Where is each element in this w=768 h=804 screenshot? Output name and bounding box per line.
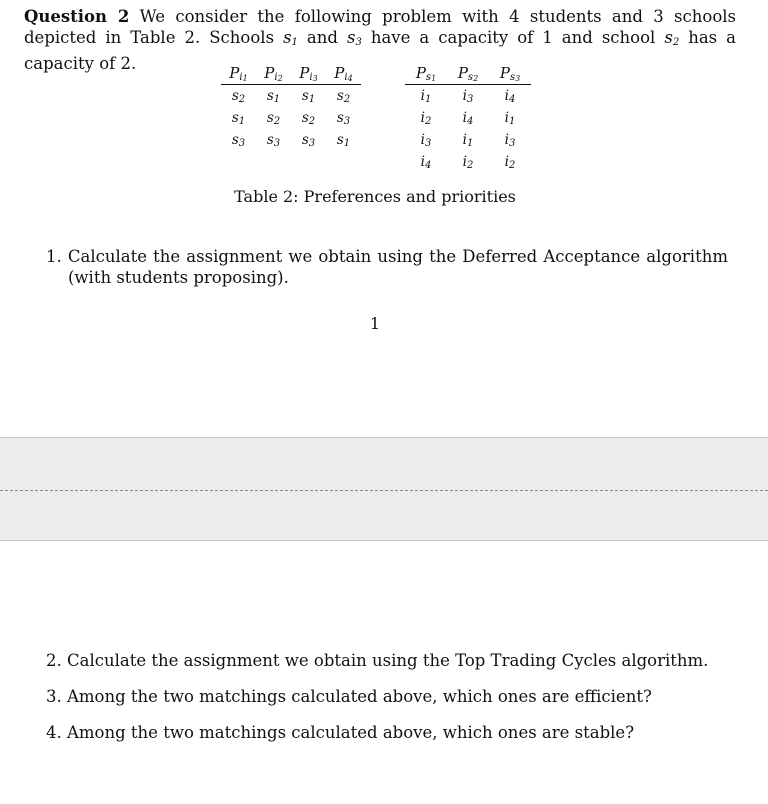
table-cell: $i_4$ bbox=[462, 109, 474, 127]
question-intro bbox=[24, 6, 736, 74]
table-row bbox=[221, 107, 361, 129]
table-cell: $s_3$ bbox=[301, 131, 316, 149]
header-P-i2: $P_{i2}$ bbox=[256, 62, 291, 85]
item-text: Among the two matchings calculated above, which ones are efficient? bbox=[67, 687, 652, 706]
list-item bbox=[46, 246, 728, 288]
intro-and: and bbox=[297, 28, 347, 47]
table-cell: $i_1$ bbox=[462, 131, 474, 149]
table-cell: $s_3$ bbox=[266, 131, 281, 149]
intro-text-1: We consider the following problem with 4 students and 3 schools depicted in Table 2. Schools bbox=[24, 7, 737, 47]
header-P-i1: $P_{i1}$ bbox=[221, 62, 256, 85]
table-cell: $i_2$ bbox=[504, 153, 516, 171]
item-number: 4. bbox=[46, 723, 62, 742]
table-row bbox=[221, 129, 361, 151]
header-P-s3: $P_{s3}$ bbox=[489, 62, 531, 85]
table-cell: $s_3$ bbox=[231, 131, 246, 149]
header-P-i4: $P_{i4}$ bbox=[326, 62, 361, 85]
table-cell: $s_1$ bbox=[336, 131, 351, 149]
item-number: 1. bbox=[46, 247, 62, 266]
table-cell: $i_2$ bbox=[420, 109, 432, 127]
table-cell: $i_2$ bbox=[462, 153, 474, 171]
page-number: 1 bbox=[369, 314, 381, 333]
table-row bbox=[405, 151, 531, 173]
table-cell: $i_4$ bbox=[420, 153, 432, 171]
table-cell: $s_2$ bbox=[231, 87, 246, 105]
table-cell: $s_2$ bbox=[336, 87, 351, 105]
list-item bbox=[46, 686, 652, 707]
list-item bbox=[46, 722, 634, 743]
table-caption: Table 2: Preferences and priorities bbox=[234, 187, 516, 206]
table-row bbox=[405, 85, 531, 108]
math-s2: $s_2$ bbox=[664, 28, 680, 48]
table-cell: $i_3$ bbox=[504, 131, 516, 149]
item-text: Calculate the assignment we obtain using the Top Trading Cycles algorithm. bbox=[67, 651, 709, 670]
table-cell: $s_2$ bbox=[266, 109, 281, 127]
table-row bbox=[405, 107, 531, 129]
math-s3: $s_3$ bbox=[346, 28, 362, 48]
header-P-i3: $P_{i3}$ bbox=[291, 62, 326, 85]
header-P-s2: $P_{s2}$ bbox=[447, 62, 489, 85]
table-cell: $s_1$ bbox=[301, 87, 316, 105]
table-cell: $s_1$ bbox=[231, 109, 246, 127]
page-break-divider bbox=[0, 490, 768, 491]
table-cell: $s_1$ bbox=[266, 87, 281, 105]
table-cell: $i_1$ bbox=[420, 87, 432, 105]
header-P-s1: $P_{s1}$ bbox=[405, 62, 447, 85]
item-text: Among the two matchings calculated above, which ones are stable? bbox=[67, 723, 635, 742]
intro-text-3: has a capacity of 2. bbox=[24, 28, 736, 73]
math-s1: $s_1$ bbox=[283, 28, 298, 48]
table-row bbox=[405, 129, 531, 151]
student-preferences-table bbox=[221, 62, 361, 151]
school-priorities-table bbox=[405, 62, 531, 173]
list-item bbox=[46, 650, 708, 671]
table-cell: $i_4$ bbox=[504, 87, 516, 105]
page-gap bbox=[0, 437, 768, 541]
item-text: Calculate the assignment we obtain using the Deferred Acceptance algorithm (with students proposing). bbox=[67, 247, 728, 287]
table-row bbox=[221, 85, 361, 108]
question-label: Question 2 bbox=[24, 7, 130, 26]
table-cell: $s_2$ bbox=[301, 109, 316, 127]
intro-text-2: have a capacity of 1 and school bbox=[361, 28, 665, 47]
table-cell: $s_3$ bbox=[336, 109, 351, 127]
page-2 bbox=[0, 541, 768, 804]
table-cell: $i_1$ bbox=[504, 109, 516, 127]
table-cell: $i_3$ bbox=[420, 131, 432, 149]
item-number: 2. bbox=[46, 651, 62, 670]
item-number: 3. bbox=[46, 687, 62, 706]
table-cell: $i_3$ bbox=[462, 87, 474, 105]
